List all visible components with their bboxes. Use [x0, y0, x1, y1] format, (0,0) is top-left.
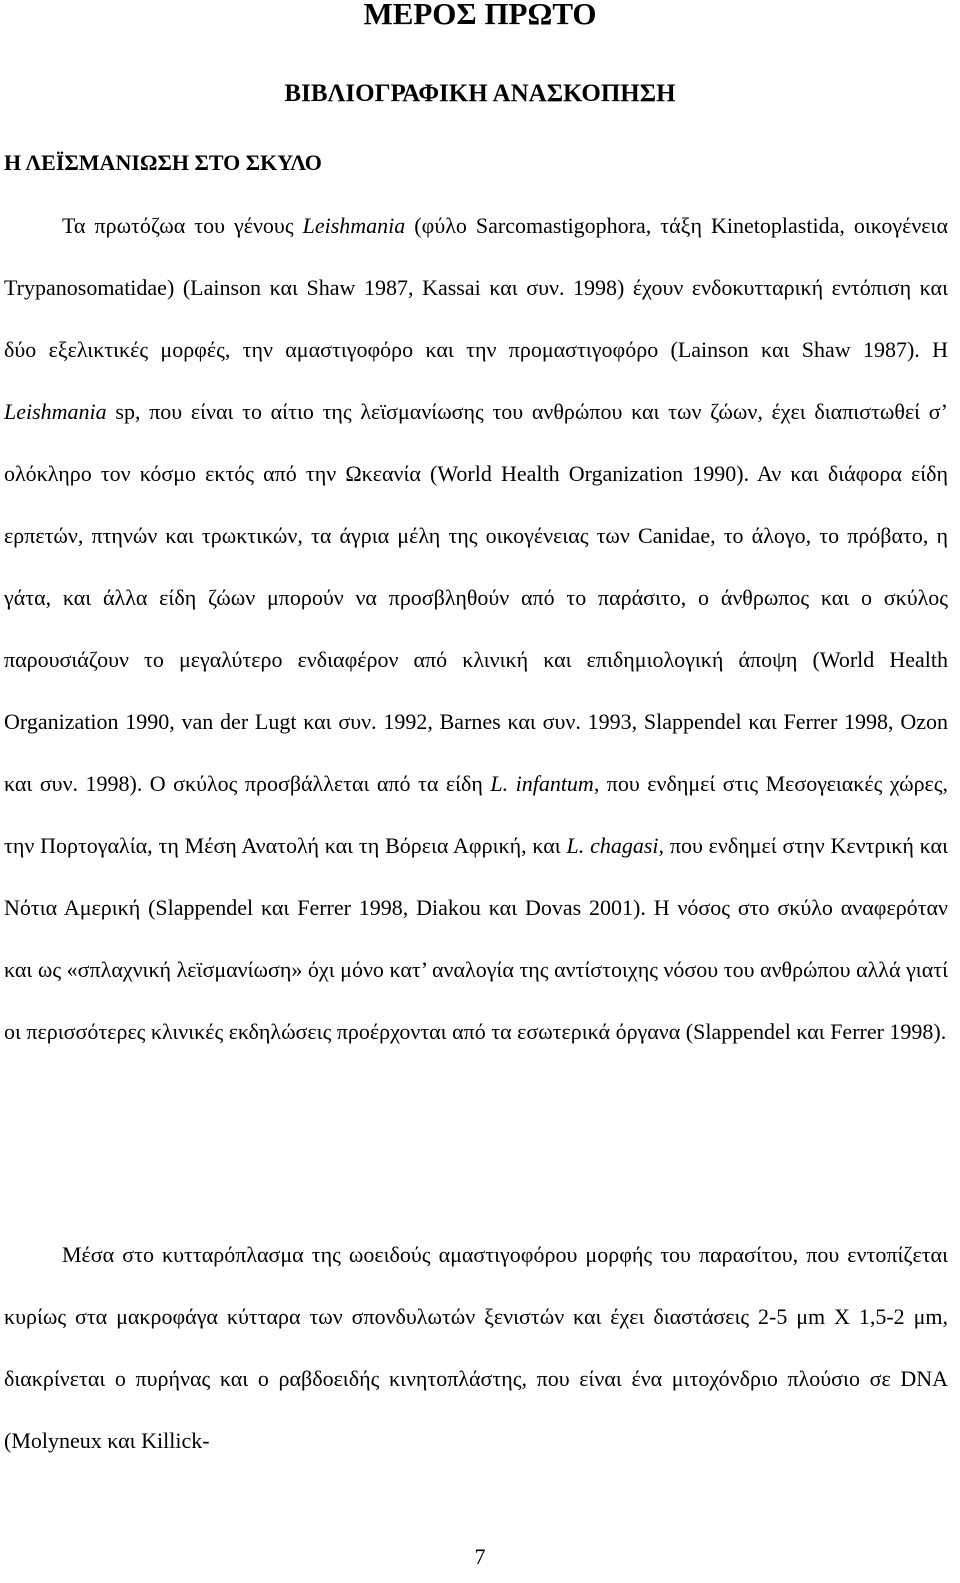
paragraph-text: , που ενδημεί στις Μεσογειακές χώρες, την Πορτογαλία, τη Μέση Ανατολή και τη Βόρεια Αφρική, και: [4, 771, 948, 858]
section-title: ΒΙΒΛΙΟΓΡΑΦΙΚΗ ΑΝΑΣΚΟΠΗΣΗ: [284, 80, 676, 107]
body-paragraph: Μέσα στο κυτταρόπλασμα της ωοειδούς αμαστιγοφόρου μορφής του παρασίτου, που εντοπίζεται κυρίως στα μακροφάγα κύτταρα των σπονδυλωτών ξενιστών και έχει διαστάσεις 2-5 μm X 1,5-2 μm, διακρίνεται ο πυρήνας και ο ραβδοειδής κινητοπλάστης, που είναι ένα μιτοχόνδριο πλούσιο σε DNA (Molyneux και Killick-: [4, 1242, 948, 1453]
paragraph-text: που ενδημεί στην Κεντρική και Νότια Αμερική (Slappendel και Ferrer 1998, Diakou και Dovas 2001). Η νόσος στο σκύλο αναφερόταν και ως «σπλαχνική λεϊσμανίωση» όχι μόνο κατ’ αναλογία της αντίστοιχης νόσου του ανθρώπου αλλά γιατί οι περισσότερες κλινικές εκδηλώσεις προέρχονται από τα εσωτερικά όργανα (Slappendel και Ferrer 1998).: [4, 833, 949, 1044]
genus-name-italic: Leishmania: [4, 399, 107, 424]
part-title: ΜΕΡΟΣ ΠΡΩΤΟ: [363, 0, 597, 31]
genus-name-italic: Leishmania: [302, 213, 406, 238]
subsection-title: Η ΛΕΪΣΜΑΝΙΩΣΗ ΣΤΟ ΣΚΥΛΟ: [4, 150, 322, 175]
paragraph-text: (φύλο Sarcomastigophora, τάξη Kinetoplastida, οικογένεια Trypanosomatidae) (Lainson και Shaw 1987, Kassai και συν. 1998) έχουν ενδοκυτταρική εντόπιση και δύο εξελικτικές μορφές, την αμαστιγοφόρο και την προμαστιγοφόρο (Lainson και Shaw 1987). Η: [4, 213, 948, 362]
species-name-italic: L. chagasi,: [566, 833, 665, 858]
species-name-italic: L. infantum: [490, 771, 594, 796]
page-number: 7: [474, 1544, 486, 1569]
paragraph-text: sp, που είναι το αίτιο της λεϊσμανίωσης του ανθρώπου και των ζώων, έχει διαπιστωθεί σ’ ολόκληρο τον κόσμο εκτός από την Ωκεανία (World Health Organization 1990). Αν και διάφορα είδη ερπετών, πτηνών και τρωκτικών, τα άγρια μέλη της οικογένειας των Canidae, το άλογο, το πρόβατο, η γάτα, και άλλα είδη ζώων μπορούν να προσβληθούν από το παράσιτο, ο άνθρωπος και ο σκύλος παρουσιάζουν το μεγαλύτερο ενδιαφέρον από κλινική και επιδημιολογική άποψη (World Health Organization 1990, van der Lugt και συν. 1992, Barnes και συν. 1993, Slappendel και Ferrer 1998, Ozon και συν. 1998). Ο σκύλος προσβάλλεται από τα είδη: [4, 399, 948, 796]
body-paragraph: [4, 195, 948, 1063]
paragraph-text: Τα πρωτόζωα του γένους: [62, 213, 303, 238]
